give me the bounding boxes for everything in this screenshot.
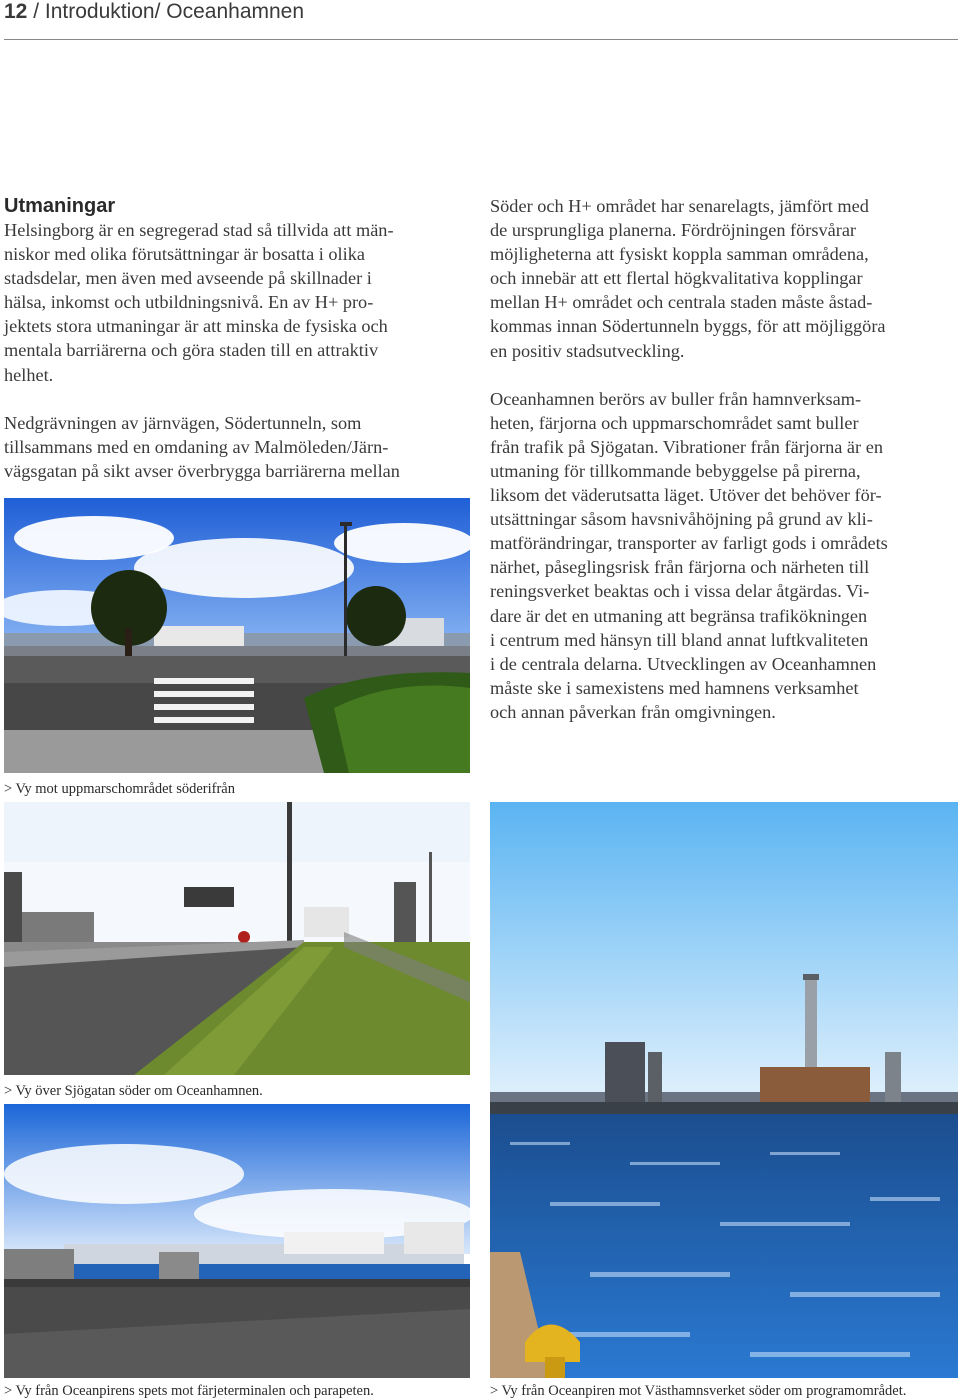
- photo-caption: > Vy mot uppmarschområdet söderifrån: [4, 781, 235, 797]
- section-heading: Utmaningar: [4, 195, 116, 217]
- text-line: hälsa, inkomst och utbildningsnivå. En av H+ pro-: [4, 292, 374, 313]
- text-line: en positiv stadsutveckling.: [490, 340, 685, 361]
- text-line: mentala barriärerna och göra staden till en attraktiv: [4, 340, 379, 361]
- left-paragraph-1: [4, 218, 468, 387]
- photo-ferry-terminal: [4, 1104, 470, 1378]
- photo-caption: > Vy över Sjögatan söder om Oceanhamnen.: [4, 1083, 263, 1099]
- photo-power-plant: [490, 802, 958, 1378]
- text-line: de ursprungliga planerna. Fördröjningen försvårar: [490, 220, 857, 241]
- right-paragraph-2: [490, 387, 958, 724]
- text-line: niskor med olika förutsättningar är bosatta i olika: [4, 244, 365, 265]
- breadcrumb: / Introduktion/ Oceanhamnen: [33, 0, 305, 23]
- text-line: Helsingborg är en segregerad stad så tillvida att män-: [4, 220, 394, 240]
- text-line: utmaning för tillkommande bebyggelse på pirerna,: [490, 460, 861, 481]
- page-header: [4, 0, 304, 24]
- text-line: heten, färjorna och uppmarschområdet samt buller: [490, 412, 859, 433]
- photo-caption: > Vy från Oceanpiren mot Västhamnsverket söder om programområdet.: [490, 1383, 907, 1399]
- text-line: Söder och H+ området har senarelagts, jämfört med: [490, 196, 869, 216]
- text-line: från trafik på Sjögatan. Vibrationer från färjorna är en: [490, 436, 883, 457]
- left-text-column: [4, 194, 468, 483]
- text-line: och annan påverkan från omgivningen.: [490, 701, 776, 722]
- text-line: i de centrala delarna. Utvecklingen av Oceanhamnen: [490, 653, 877, 674]
- text-line: närhet, påseglingsrisk från färjorna och närheten till: [490, 557, 870, 578]
- text-line: måste ske i samexistens med hamnens verksamhet: [490, 677, 859, 698]
- photo-ferry-terminal-image: [4, 1104, 470, 1378]
- paragraph-gap: [4, 387, 468, 411]
- text-line: dare är det en utmaning att begränsa trafikökningen: [490, 605, 868, 626]
- text-line: Nedgrävningen av järnvägen, Södertunneln, som: [4, 412, 362, 433]
- photo-staging-area-image: [4, 498, 470, 773]
- text-line: liksom det väderutsatta läget. Utöver det behöver för-: [490, 485, 882, 506]
- text-line: tillsammans med en omdaning av Malmöleden/Järn-: [4, 436, 389, 457]
- text-line: mellan H+ området och centrala staden måste åstad-: [490, 292, 873, 313]
- photo-caption: > Vy från Oceanpirens spets mot färjeterminalen och parapeten.: [4, 1383, 374, 1399]
- text-line: matförändringar, transporter av farligt gods i områdets: [490, 533, 888, 554]
- photo-sjogatan: [4, 802, 470, 1075]
- right-paragraph-1: [490, 194, 958, 363]
- text-line: reningsverket beaktas och i vissa delar åtgärdas. Vi-: [490, 581, 870, 602]
- text-line: och innebär att ett flertal högkvalitativa kopplingar: [490, 268, 863, 289]
- right-text-column: [490, 194, 958, 724]
- text-line: stadsdelar, men även med avseende på skillnader i: [4, 268, 372, 289]
- photo-sjogatan-image: [4, 802, 470, 1075]
- text-line: utsättningar såsom havsnivåhöjning på grund av kli-: [490, 509, 873, 530]
- paragraph-gap: [490, 363, 958, 387]
- photo-power-plant-image: [490, 802, 958, 1378]
- text-line: möjligheterna att fysiskt koppla samman områdena,: [490, 244, 869, 265]
- text-line: i centrum med hänsyn till bland annat luftkvaliteten: [490, 629, 869, 650]
- photo-staging-area: [4, 498, 470, 773]
- header-divider: [4, 39, 958, 40]
- text-line: kommas innan Södertunneln byggs, för att möjliggöra: [490, 316, 886, 337]
- text-line: helhet.: [4, 364, 54, 385]
- text-line: jektets stora utmaningar är att minska de fysiska och: [4, 316, 388, 337]
- text-line: Oceanhamnen berörs av buller från hamnverksam-: [490, 388, 862, 409]
- left-paragraph-2: [4, 411, 468, 483]
- page-number: 12: [4, 0, 28, 23]
- text-line: vägsgatan på sikt avser överbrygga barriärerna mellan: [4, 460, 400, 481]
